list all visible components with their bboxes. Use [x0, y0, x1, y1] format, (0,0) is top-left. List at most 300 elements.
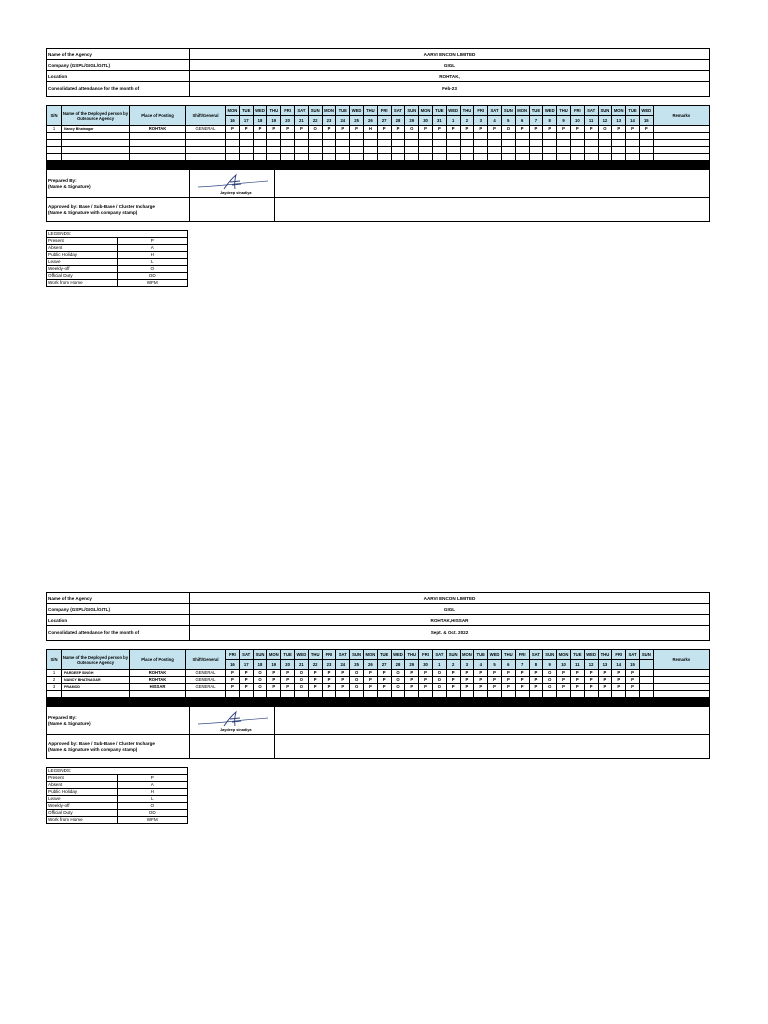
attendance-mark: P [322, 670, 336, 677]
date-header: 27 [377, 660, 391, 670]
attendance-mark: P [501, 677, 515, 684]
row-sn: 3 [47, 684, 62, 691]
attendance-mark: P [239, 670, 253, 677]
attendance-mark: P [515, 677, 529, 684]
attendance-mark: P [570, 677, 584, 684]
name-header: Name of the Deployed person by Outsource Agency [62, 650, 130, 670]
attendance-mark: P [446, 677, 460, 684]
legend-label: Official Duty [47, 810, 118, 817]
legend-row [47, 782, 188, 789]
day-header: SUN [308, 106, 322, 116]
attendance-sheet-2 [46, 592, 710, 824]
legend-code: O [117, 803, 188, 810]
attendance-mark: P [584, 126, 598, 133]
month-value: Feb-23 [190, 82, 710, 97]
legend-title: LEGENDS: [47, 768, 188, 775]
date-header: 30 [419, 660, 433, 670]
day-header: SUN [501, 106, 515, 116]
day-header: TUE [281, 650, 295, 660]
date-header: 2 [460, 116, 474, 126]
date-header: 23 [322, 116, 336, 126]
attendance-mark: P [612, 670, 626, 677]
day-header: TUE [570, 650, 584, 660]
legend-label: Absent [47, 782, 118, 789]
attendance-mark: O [294, 684, 308, 691]
attendance-mark: P [391, 126, 405, 133]
legend-table [46, 230, 188, 287]
name-header: Name of the Deployed person by Outsource Agency [62, 106, 130, 126]
attendance-mark [639, 670, 653, 677]
attendance-mark: P [308, 677, 322, 684]
table-row [47, 140, 710, 147]
attendance-mark: O [543, 670, 557, 677]
attendance-mark: P [267, 670, 281, 677]
remarks-cell [653, 126, 709, 133]
legend-label: Present [47, 775, 118, 782]
attendance-mark: P [336, 684, 350, 691]
day-header: MON [557, 650, 571, 660]
day-header: SUN [598, 106, 612, 116]
sheet-header [46, 48, 710, 97]
day-header: SUN [350, 650, 364, 660]
day-header: SUN [446, 650, 460, 660]
sheet-header [46, 592, 710, 641]
employee-name: PARDEEP SINGH [62, 670, 130, 677]
attendance-mark: P [584, 677, 598, 684]
attendance-mark: P [626, 677, 640, 684]
date-header: 12 [598, 116, 612, 126]
remarks-cell [653, 677, 709, 684]
attendance-mark: P [336, 677, 350, 684]
legend-row [47, 266, 188, 273]
legend-row [47, 796, 188, 803]
attendance-mark: P [515, 670, 529, 677]
date-header: 29 [405, 660, 419, 670]
day-header: MON [322, 106, 336, 116]
legend-label: Weekly-off [47, 266, 118, 273]
attendance-mark: O [405, 126, 419, 133]
date-header: 8 [543, 116, 557, 126]
date-header: 31 [432, 116, 446, 126]
attendance-mark: P [598, 677, 612, 684]
legend-code: H [117, 252, 188, 259]
signature-block [46, 706, 710, 759]
day-header: THU [405, 650, 419, 660]
attendance-mark: P [281, 670, 295, 677]
day-header: WED [639, 106, 653, 116]
table-row [47, 684, 710, 691]
date-header: 4 [474, 660, 488, 670]
attendance-mark: P [557, 677, 571, 684]
attendance-mark: P [584, 670, 598, 677]
attendance-mark: P [626, 684, 640, 691]
attendance-table [46, 649, 710, 706]
date-header: 18 [253, 660, 267, 670]
location-value: ROHTAK, [190, 71, 710, 82]
legend-code: H [117, 789, 188, 796]
day-header: SUN [405, 106, 419, 116]
day-header: FRI [281, 106, 295, 116]
attendance-mark: P [363, 670, 377, 677]
attendance-mark: P [446, 684, 460, 691]
attendance-mark: P [612, 677, 626, 684]
attendance-mark: P [239, 677, 253, 684]
attendance-mark: P [350, 126, 364, 133]
day-header: THU [460, 106, 474, 116]
attendance-mark: P [405, 677, 419, 684]
day-header: TUE [336, 106, 350, 116]
day-header: MON [612, 106, 626, 116]
shift-header: Shift/General [186, 650, 226, 670]
attendance-mark: P [281, 677, 295, 684]
attendance-mark: P [226, 677, 240, 684]
date-header: 11 [570, 660, 584, 670]
legend-label: Public Holiday [47, 252, 118, 259]
attendance-mark: P [419, 684, 433, 691]
day-header: FRI [322, 650, 336, 660]
attendance-mark: P [598, 684, 612, 691]
attendance-mark: P [405, 670, 419, 677]
date-header: 19 [267, 116, 281, 126]
attendance-mark: P [446, 126, 460, 133]
signature-block [46, 169, 710, 222]
approved-by: Approved by: Base / Sub-Base / Cluster Incharge (Name & Signature with company stamp) [47, 198, 190, 222]
attendance-mark: P [515, 126, 529, 133]
attendance-mark: P [488, 126, 502, 133]
attendance-mark: P [336, 670, 350, 677]
day-header: THU [363, 106, 377, 116]
date-header: 25 [350, 116, 364, 126]
date-header: 5 [501, 116, 515, 126]
date-header: 21 [294, 660, 308, 670]
attendance-mark: O [253, 684, 267, 691]
legend-code: OD [117, 273, 188, 280]
attendance-mark: P [253, 126, 267, 133]
day-header: THU [598, 650, 612, 660]
location-value: ROHTAK,HISSAR [190, 615, 710, 626]
attendance-mark: P [377, 126, 391, 133]
day-header: TUE [529, 106, 543, 116]
signature-stroke [194, 172, 270, 196]
table-row [47, 677, 710, 684]
date-header: 7 [529, 116, 543, 126]
company-label: Company (GSPL/GIGL/GITL) [47, 60, 190, 71]
attendance-mark: P [543, 126, 557, 133]
attendance-mark: O [294, 677, 308, 684]
month-label: Consolidated attendance for the month of [47, 626, 190, 641]
date-header: 26 [363, 660, 377, 670]
legend-code: P [117, 775, 188, 782]
attendance-mark: H [363, 126, 377, 133]
day-header: SAT [432, 650, 446, 660]
legend-code: OD [117, 810, 188, 817]
attendance-mark: O [350, 670, 364, 677]
attendance-mark: O [432, 677, 446, 684]
date-header: 10 [570, 116, 584, 126]
attendance-mark: P [226, 126, 240, 133]
day-header: TUE [432, 106, 446, 116]
day-header: FRI [474, 106, 488, 116]
attendance-mark: O [350, 677, 364, 684]
day-header: SAT [336, 650, 350, 660]
date-header: 28 [391, 116, 405, 126]
date-header: 11 [584, 116, 598, 126]
attendance-mark: P [626, 670, 640, 677]
month-value: Sept. & Oct. 2022 [190, 626, 710, 641]
day-header: WED [253, 106, 267, 116]
attendance-table [46, 105, 710, 169]
date-header: 12 [584, 660, 598, 670]
attendance-mark: P [488, 677, 502, 684]
attendance-mark [639, 684, 653, 691]
attendance-sheet-1 [46, 48, 710, 287]
date-header: 23 [322, 660, 336, 670]
date-header: 19 [267, 660, 281, 670]
table-row [47, 154, 710, 161]
date-header: 25 [350, 660, 364, 670]
attendance-mark: P [226, 670, 240, 677]
shift-value: GENERAL [186, 677, 226, 684]
day-header: FRI [377, 106, 391, 116]
attendance-mark: O [308, 126, 322, 133]
remarks-cell [653, 684, 709, 691]
legend-code: WFM [117, 280, 188, 287]
attendance-mark: P [419, 670, 433, 677]
attendance-mark: P [267, 684, 281, 691]
month-label: Consolidated attendance for the month of [47, 82, 190, 97]
company-value: GIGL [190, 604, 710, 615]
attendance-mark: O [543, 677, 557, 684]
date-header: 22 [308, 116, 322, 126]
attendance-mark: P [419, 126, 433, 133]
attendance-mark: P [474, 126, 488, 133]
attendance-mark: P [239, 126, 253, 133]
date-header [639, 660, 653, 670]
day-header: SAT [488, 106, 502, 116]
day-header: TUE [626, 106, 640, 116]
attendance-mark: P [570, 670, 584, 677]
legend-row [47, 252, 188, 259]
date-header: 28 [391, 660, 405, 670]
posting-place: ROHTAK [130, 126, 186, 133]
attendance-mark: P [529, 677, 543, 684]
date-header: 15 [626, 660, 640, 670]
attendance-mark: O [294, 670, 308, 677]
date-header: 9 [557, 116, 571, 126]
attendance-mark: P [529, 126, 543, 133]
date-header: 13 [612, 116, 626, 126]
day-header: FRI [515, 650, 529, 660]
date-header: 15 [639, 116, 653, 126]
date-header: 24 [336, 660, 350, 670]
employee-name: PRAMOD [62, 684, 130, 691]
attendance-mark: P [377, 684, 391, 691]
date-header: 27 [377, 116, 391, 126]
attendance-mark: O [432, 684, 446, 691]
date-header: 29 [405, 116, 419, 126]
posting-place: HISSAR [130, 684, 186, 691]
attendance-mark: P [446, 670, 460, 677]
attendance-mark: P [322, 677, 336, 684]
date-header: 5 [488, 660, 502, 670]
attendance-mark: P [226, 684, 240, 691]
sn-header: S/N [47, 106, 62, 126]
table-row [47, 670, 710, 677]
signature-image [190, 170, 275, 198]
attendance-mark: O [543, 684, 557, 691]
day-header: MON [267, 650, 281, 660]
day-header: WED [391, 650, 405, 660]
svg-text:Jaydeep sinadiya: Jaydeep sinadiya [220, 727, 252, 732]
attendance-mark: P [267, 126, 281, 133]
attendance-mark: P [460, 670, 474, 677]
legend-code: L [117, 796, 188, 803]
day-header: FRI [419, 650, 433, 660]
legend-label: Absent [47, 245, 118, 252]
shift-header: Shift/General [186, 106, 226, 126]
attendance-mark: P [474, 677, 488, 684]
attendance-mark: P [501, 670, 515, 677]
attendance-mark: P [267, 677, 281, 684]
attendance-mark: P [488, 670, 502, 677]
row-sn: 1 [47, 126, 62, 133]
row-sn: 2 [47, 677, 62, 684]
attendance-mark: P [570, 684, 584, 691]
date-header: 7 [515, 660, 529, 670]
attendance-mark: P [294, 126, 308, 133]
attendance-mark: P [377, 670, 391, 677]
legend-label: Leave [47, 259, 118, 266]
remarks-header: Remarks [653, 650, 709, 670]
day-header: WED [488, 650, 502, 660]
date-header: 20 [281, 660, 295, 670]
attendance-mark: P [515, 684, 529, 691]
table-row [47, 691, 710, 698]
day-header: SAT [626, 650, 640, 660]
day-header: WED [584, 650, 598, 660]
attendance-mark: P [281, 684, 295, 691]
attendance-mark: O [253, 677, 267, 684]
legend-label: Work from Home [47, 817, 118, 824]
attendance-mark: O [391, 677, 405, 684]
day-header: THU [267, 106, 281, 116]
attendance-mark: O [350, 684, 364, 691]
attendance-mark: P [612, 126, 626, 133]
date-header: 24 [336, 116, 350, 126]
legend-row [47, 280, 188, 287]
location-label: Location [47, 615, 190, 626]
attendance-mark: P [501, 684, 515, 691]
attendance-mark: P [363, 684, 377, 691]
day-header: WED [446, 106, 460, 116]
attendance-mark: P [322, 126, 336, 133]
attendance-mark: O [501, 126, 515, 133]
legend-row [47, 245, 188, 252]
legend-row [47, 810, 188, 817]
remarks-header: Remarks [653, 106, 709, 126]
day-header: TUE [474, 650, 488, 660]
date-header: 2 [446, 660, 460, 670]
legend-row [47, 817, 188, 824]
date-header: 14 [626, 116, 640, 126]
agency-value: AARVI ENCON LIMITED [190, 593, 710, 604]
date-header: 14 [612, 660, 626, 670]
attendance-mark: P [557, 126, 571, 133]
attendance-mark: P [612, 684, 626, 691]
posting-place: ROHTAK [130, 677, 186, 684]
table-row [47, 147, 710, 154]
attendance-mark: P [405, 684, 419, 691]
separator-bar [47, 161, 710, 169]
attendance-mark: P [460, 677, 474, 684]
date-header: 17 [239, 116, 253, 126]
date-header: 3 [474, 116, 488, 126]
legend-row [47, 238, 188, 245]
day-header: MON [419, 106, 433, 116]
row-sn: 1 [47, 670, 62, 677]
legend-label: Leave [47, 796, 118, 803]
legend-label: Work from Home [47, 280, 118, 287]
day-header: SUN [253, 650, 267, 660]
attendance-mark: P [239, 684, 253, 691]
day-header: WED [294, 650, 308, 660]
day-header: FRI [612, 650, 626, 660]
attendance-mark: P [363, 677, 377, 684]
place-header: Place of Posting [130, 106, 186, 126]
legend-code: WFM [117, 817, 188, 824]
attendance-mark: P [308, 684, 322, 691]
attendance-mark: P [474, 684, 488, 691]
approved-by: Approved by: Base / Sub-Base / Cluster Incharge (Name & Signature with company stamp) [47, 735, 190, 759]
attendance-mark: O [391, 670, 405, 677]
date-header: 16 [226, 660, 240, 670]
date-header: 26 [363, 116, 377, 126]
shift-value: GENERAL [186, 684, 226, 691]
employee-name: NANCY BHATNAGAR [62, 677, 130, 684]
attendance-mark: P [377, 677, 391, 684]
attendance-mark: O [253, 670, 267, 677]
date-header: 10 [557, 660, 571, 670]
legend-code: O [117, 266, 188, 273]
sn-header: S/N [47, 650, 62, 670]
day-header: SUN [543, 650, 557, 660]
date-header: 17 [239, 660, 253, 670]
legend-row [47, 259, 188, 266]
location-label: Location [47, 71, 190, 82]
date-header: 1 [446, 116, 460, 126]
legend-label: Official Duty [47, 273, 118, 280]
day-header: SAT [529, 650, 543, 660]
day-header: TUE [377, 650, 391, 660]
attendance-mark: P [570, 126, 584, 133]
day-header: MON [363, 650, 377, 660]
attendance-mark: O [598, 126, 612, 133]
day-header: FRI [570, 106, 584, 116]
separator-bar [47, 698, 710, 706]
company-label: Company (GSPL/GIGL/GITL) [47, 604, 190, 615]
agency-value: AARVI ENCON LIMITED [190, 49, 710, 60]
shift-value: GENERAL [186, 670, 226, 677]
legend-row [47, 789, 188, 796]
company-value: GIGL [190, 60, 710, 71]
signature-stroke [194, 709, 270, 733]
attendance-mark: P [281, 126, 295, 133]
shift-value: GENERAL [186, 126, 226, 133]
attendance-mark: P [419, 677, 433, 684]
date-header: 9 [543, 660, 557, 670]
signature-image [190, 707, 275, 735]
legend-label: Weekly-off [47, 803, 118, 810]
